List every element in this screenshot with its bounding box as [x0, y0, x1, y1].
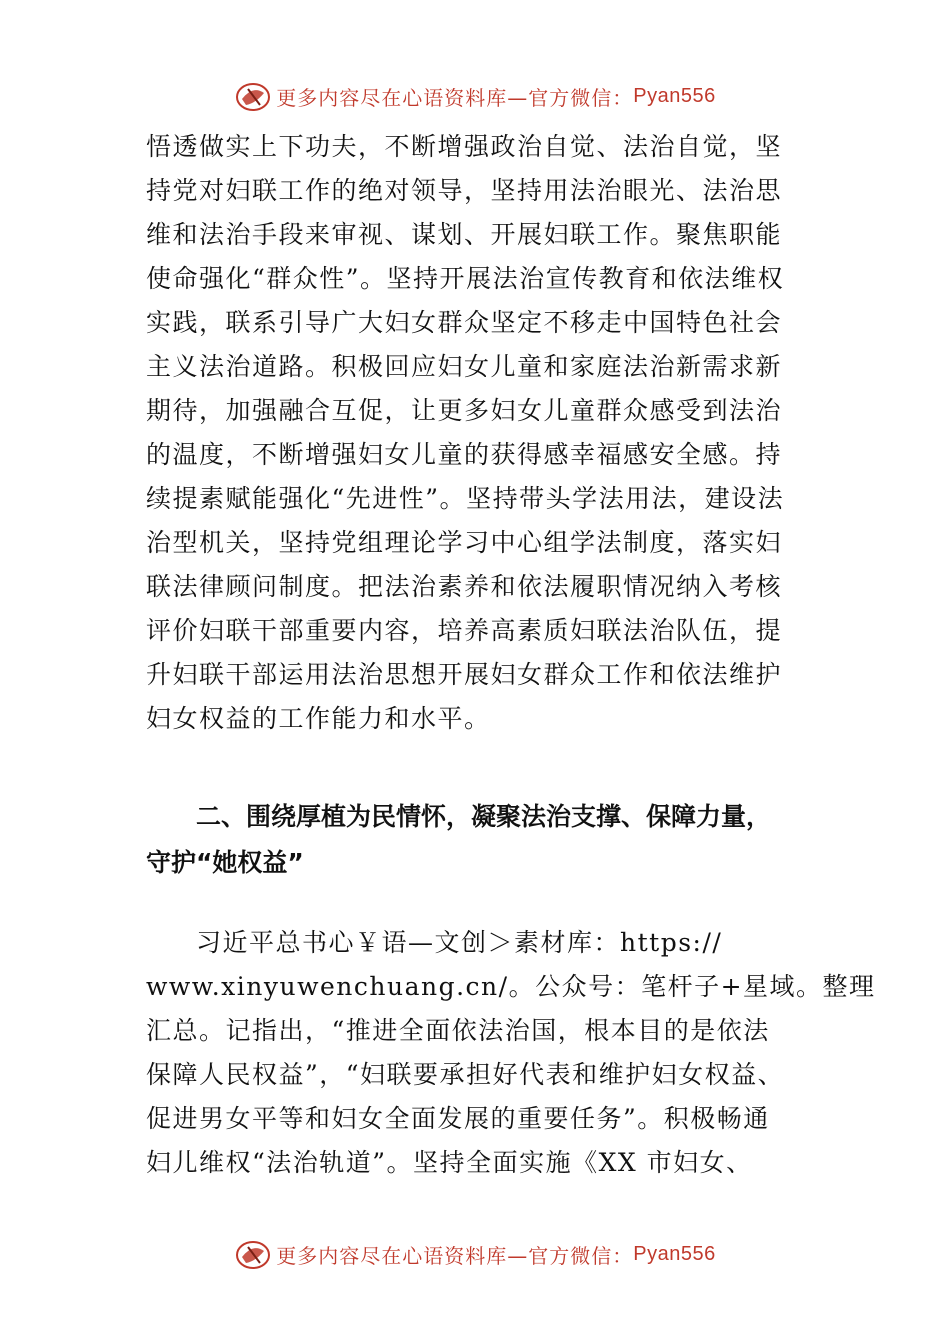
text-line: www.xinyuwenchuang.cn/。公众号：笔杆子+星域。整理: [146, 972, 876, 1001]
text-line: 持党对妇联工作的绝对领导，坚持用法治眼光、法治思: [146, 176, 783, 205]
logo-icon: [234, 1237, 272, 1271]
header-banner: [0, 76, 950, 116]
paragraph-2: [146, 921, 876, 1185]
header-banner-text: 更多内容尽在心语资料库—官方微信：: [276, 85, 634, 110]
text-line: 的温度，不断增强妇女儿童的获得感幸福感安全感。持: [146, 440, 783, 469]
text-line: 续提素赋能强化“先进性”。坚持带头学法用法，建设法: [146, 484, 785, 513]
heading-line: 守护“她权益”: [146, 848, 304, 877]
text-line: 妇儿维权“法治轨道”。坚持全面实施《XX 市妇女、: [146, 1148, 753, 1177]
text-line: 妇女权益的工作能力和水平。: [146, 704, 491, 733]
text-line: 维和法治手段来审视、谋划、开展妇联工作。聚焦职能: [146, 220, 783, 249]
text-line: 习近平总书心￥语—文创＞素材库：https://: [196, 928, 723, 957]
section-heading: [146, 794, 826, 886]
text-line: 汇总。记指出，“推进全面依法治国，根本目的是依法: [146, 1016, 770, 1045]
footer-banner-text: 更多内容尽在心语资料库—官方微信：: [276, 1243, 634, 1268]
text-line: 促进男女平等和妇女全面发展的重要任务”。积极畅通: [146, 1104, 770, 1133]
footer-banner-handle: Pyan556: [633, 1242, 716, 1265]
text-line: 期待，加强融合互促，让更多妇女儿童群众感受到法治: [146, 396, 783, 425]
text-line: 评价妇联干部重要内容，培养高素质妇联法治队伍，提: [146, 616, 783, 645]
text-line: 使命强化“群众性”。坚持开展法治宣传教育和依法维权: [146, 264, 785, 293]
text-line: 保障人民权益”，“妇联要承担好代表和维护妇女权益、: [146, 1060, 785, 1089]
text-line: 联法律顾问制度。把法治素养和依法履职情况纳入考核: [146, 572, 783, 601]
text-line: 实践，联系引导广大妇女群众坚定不移走中国特色社会: [146, 308, 783, 337]
text-line: 治型机关，坚持党组理论学习中心组学法制度，落实妇: [146, 528, 783, 557]
footer-banner: [0, 1234, 950, 1274]
text-line: 主义法治道路。积极回应妇女儿童和家庭法治新需求新: [146, 352, 783, 381]
text-line: 升妇联干部运用法治思想开展妇女群众工作和依法维护: [146, 660, 783, 689]
text-line: 悟透做实上下功夫，不断增强政治自觉、法治自觉，坚: [146, 132, 783, 161]
paragraph-1: [146, 125, 826, 741]
header-banner-handle: Pyan556: [633, 84, 716, 107]
logo-icon: [234, 79, 272, 113]
heading-line: 二、围绕厚植为民情怀，凝聚法治支撑、保障力量，: [196, 802, 772, 831]
